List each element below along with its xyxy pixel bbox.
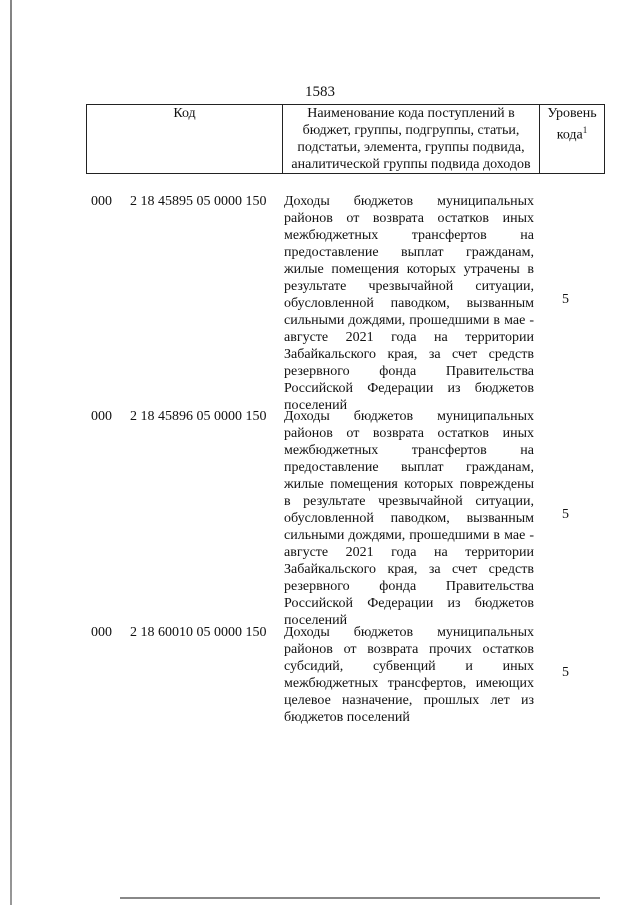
row-budget-code: 2 18 45895 05 0000 150	[130, 194, 267, 209]
header-level-cell	[540, 105, 605, 174]
table-header	[86, 104, 605, 174]
row-description: Доходы бюджетов муниципальных районов от возврата прочих остатков субсидий, субвенций и иных межбюджетных трансфертов, имеющих целевое назначение, прошлых лет из бюджетов поселений	[284, 625, 534, 725]
row-level: 5	[562, 292, 569, 307]
row-admin-code: 000	[91, 625, 112, 640]
row-admin-code: 000	[91, 194, 112, 209]
row-level: 5	[562, 507, 569, 522]
page-number: 1583	[305, 84, 335, 100]
row-budget-code: 2 18 45896 05 0000 150	[130, 409, 267, 424]
row-description: Доходы бюджетов муниципальных районов от возврата остатков иных межбюджетных трансфертов на предоставление выплат гражданам, жилые помещения которых утрачены в результате чрезвычайной ситуации, обусловленной паводком, вызванным сильными дождями, прошедшими в мае - августе 2021 года на территории Забайкальского края, за счет средств резервного фонда Правительства Российской Федерации из бюджетов поселений	[284, 194, 534, 413]
scan-edge-bottom	[120, 897, 600, 899]
header-level-footnote: 1	[582, 125, 588, 135]
row-budget-code: 2 18 60010 05 0000 150	[130, 625, 267, 640]
header-code-label: Код	[173, 106, 196, 121]
row-description: Доходы бюджетов муниципальных районов от возврата остатков иных межбюджетных трансфертов на предоставление выплат гражданам, жилые помещения которых повреждены в результате чрезвычайной ситуации, обусловленной паводком, вызванным сильными дождями, прошедшими в мае - августе 2021 года на территории Забайкальского края, за счет средств резервного фонда Правительства Российской Федерации из бюджетов поселений	[284, 409, 534, 628]
header-code-cell	[87, 105, 283, 174]
header-level-label: Уровень кода	[547, 106, 597, 143]
header-name-cell	[283, 105, 540, 174]
scan-edge-left	[10, 0, 12, 905]
row-admin-code: 000	[91, 409, 112, 424]
row-level: 5	[562, 665, 569, 680]
header-name-label: Наименование кода поступлений в бюджет, группы, подгруппы, статьи, подстатьи, элемента, группы подвида, аналитической группы подвида доходов	[291, 106, 531, 172]
